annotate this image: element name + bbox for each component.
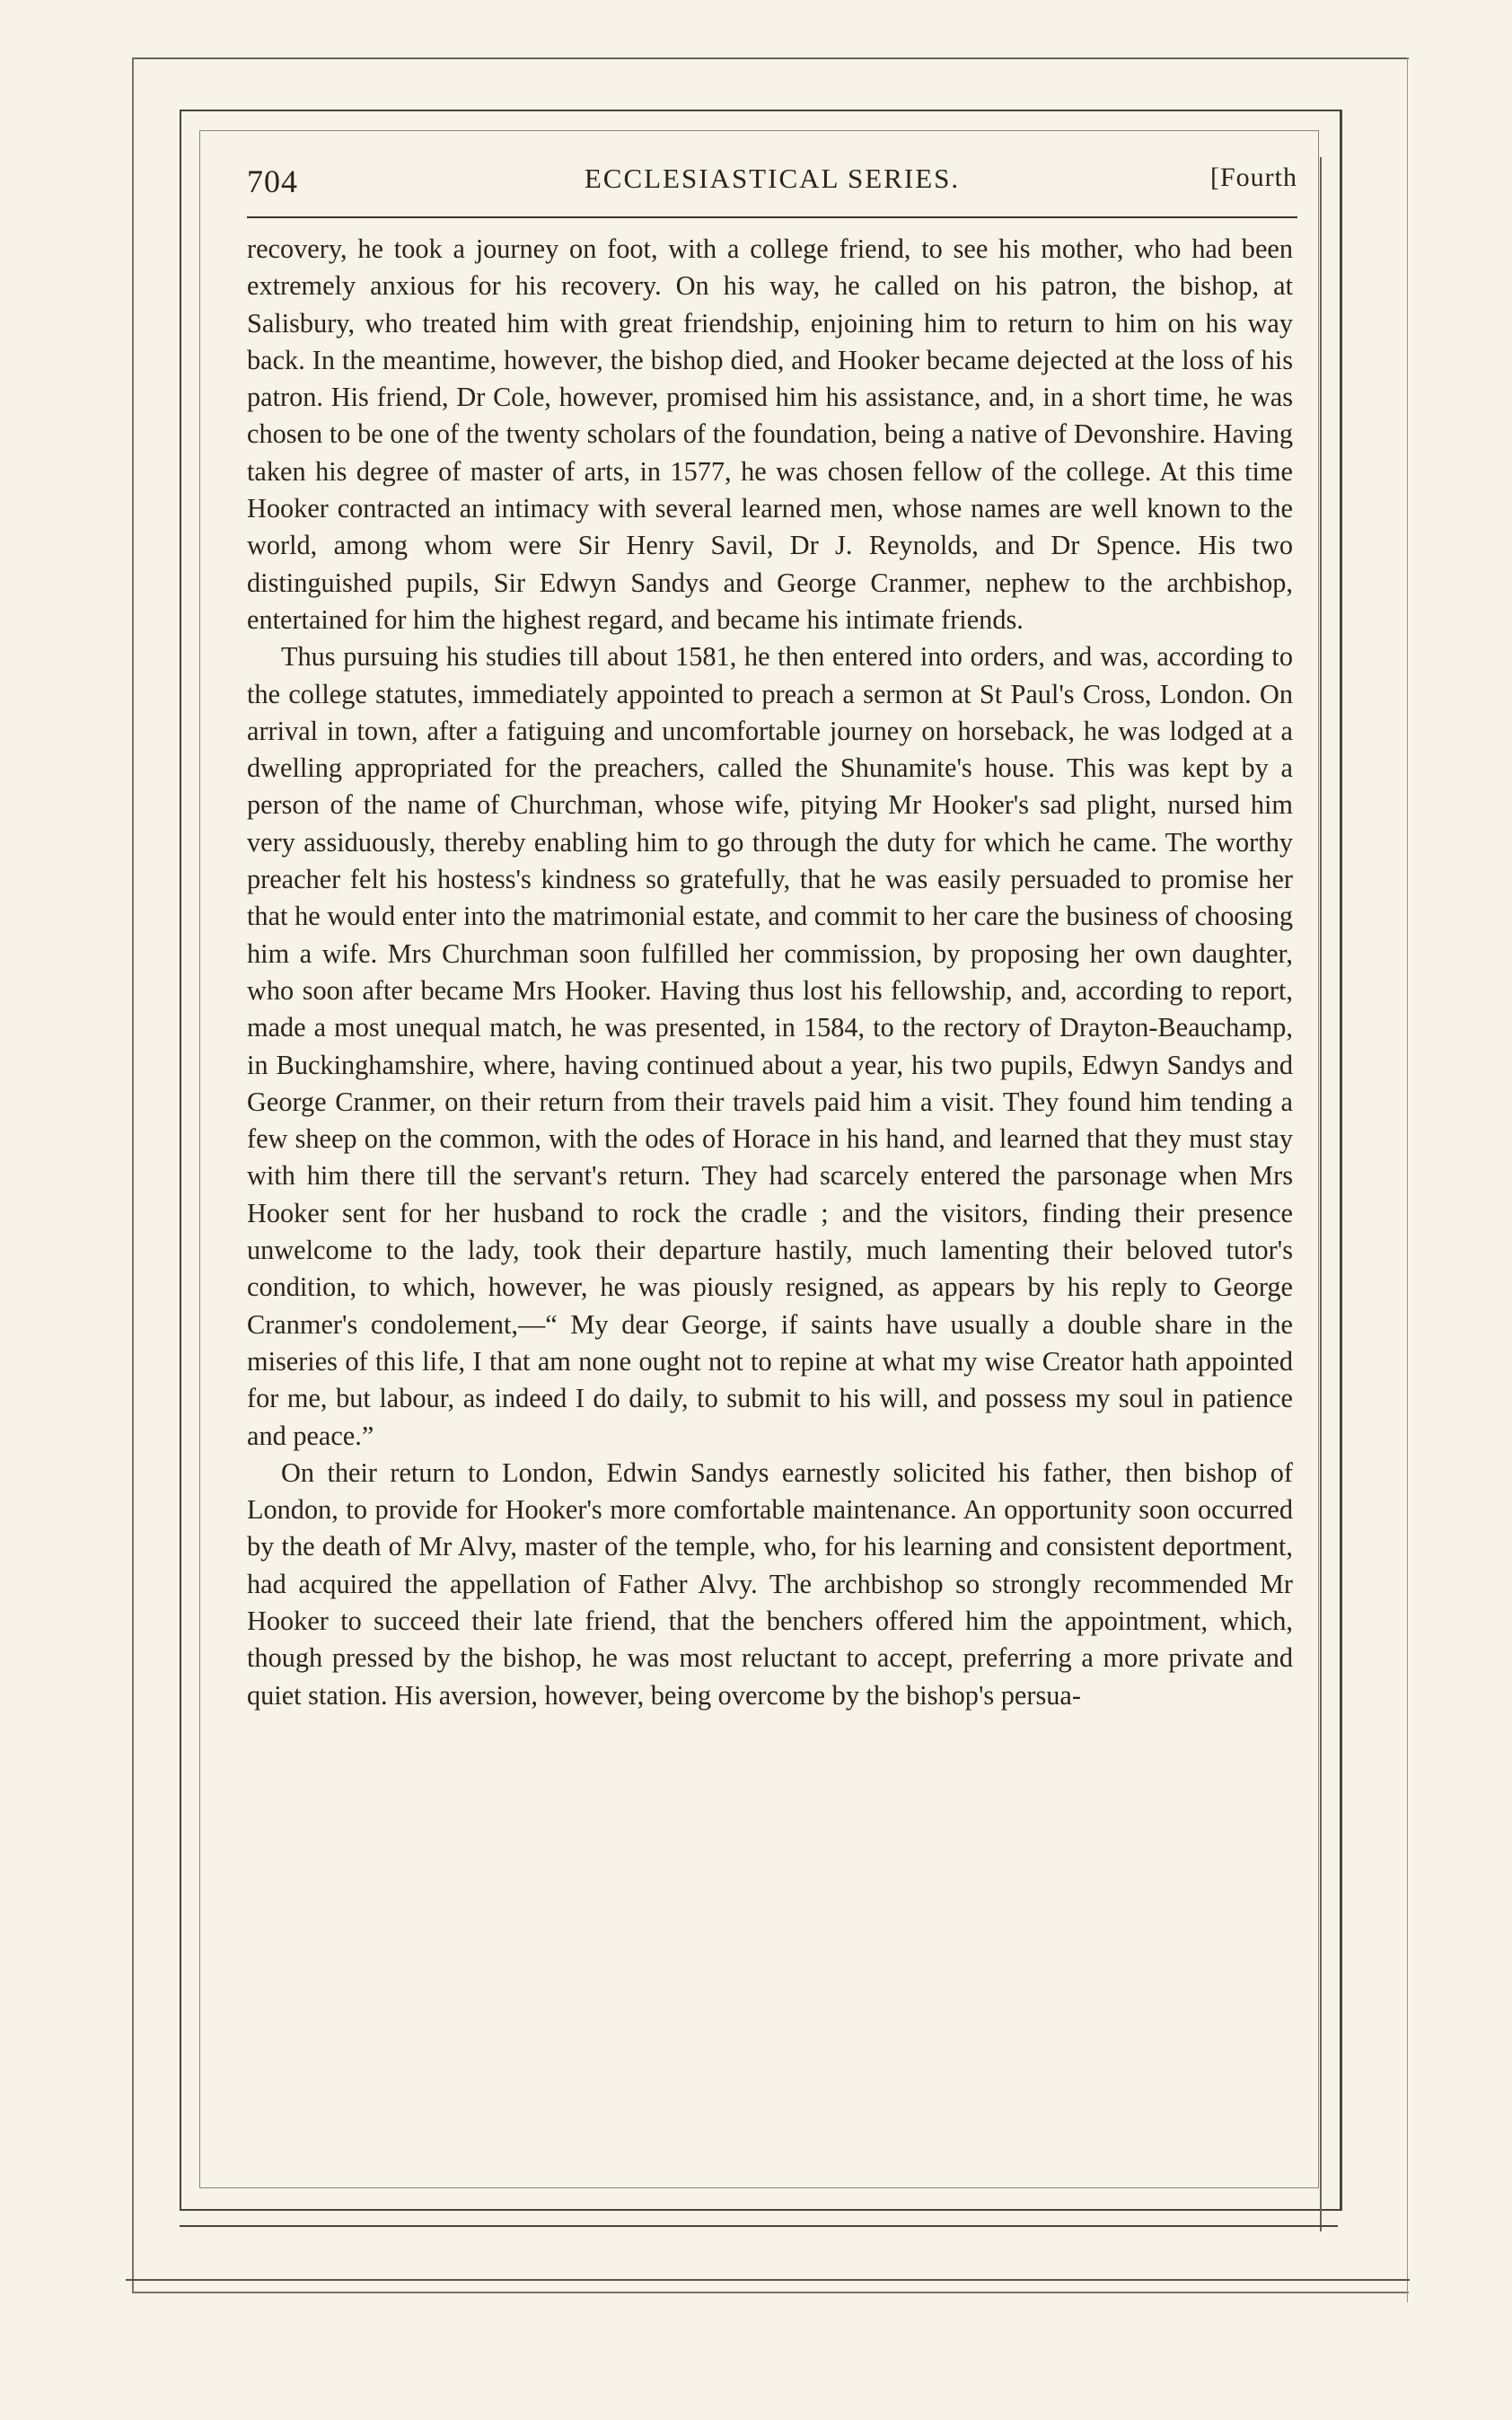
body-text	[247, 231, 1293, 1714]
right-edge-rule	[1407, 57, 1408, 2302]
paragraph-2: Thus pursuing his studies till about 1581, he then entered into orders, and was, according to the college statutes, immediately appointed to preach a sermon at St Paul's Cross, London. On arrival in town, after a fatiguing and uncomfortable journey on horseback, he was lodged at a dwelling appropriated for the preachers, called the Shunamite's house. This was kept by a person of the name of Churchman, whose wife, pitying Mr Hooker's sad plight, nursed him very assiduously, thereby enabling him to go through the duty for which he came. The worthy preacher felt his hostess's kindness so gratefully, that he was easily persuaded to promise her that he would enter into the matrimonial estate, and commit to her care the business of choosing him a wife. Mrs Churchman soon fulfilled her commission, by proposing her own daughter, who soon after became Mrs Hooker. Having thus lost his fellowship, and, according to report, made a most unequal match, he was presented, in 1584, to the rectory of Drayton-Beauchamp, in Buckinghamshire, where, having continued about a year, his two pupils, Edwyn Sandys and George Cranmer, on their return from their travels paid him a visit. They found him tending a few sheep on the common, with the odes of Horace in his hand, and learned that they must stay with him there till the servant's return. They had scarcely entered the parsonage when Mrs Hooker sent for her husband to rock the cradle ; and the visitors, finding their presence unwelcome to the lady, took their departure hastily, much lamenting their beloved tutor's condition, to which, however, he was piously resigned, as appears by his reply to George Cranmer's condolement,—“ My dear George, if saints have usually a double share in the miseries of this life, I that am none ought not to repine at what my wise Creator hath appointed for me, but labour, as indeed I do daily, to submit to his will, and possess my soul in patience and peace.”	[247, 641, 1293, 1451]
page-number: 704	[247, 163, 298, 199]
running-header	[247, 163, 1297, 207]
header-rule	[247, 216, 1297, 218]
text-box-right-rule	[1320, 157, 1322, 2231]
section-label: [Fourth	[1210, 163, 1297, 192]
text-box-bottom-rule	[180, 2225, 1338, 2227]
running-title: ECCLESIASTICAL SERIES.	[584, 163, 961, 194]
paragraph-3: On their return to London, Edwin Sandys earnestly solicited his father, then bishop of London, to provide for Hooker's more comfortable maintenance. An opportunity soon occurred by the death of Mr Alvy, master of the temple, who, for his learning and consistent deportment, had acquired the appellation of Father Alvy. The archbishop so strongly recommended Mr Hooker to succeed their late friend, that the benchers offered him the appointment, which, though pressed by the bishop, he was most reluctant to accept, preferring a more private and quiet station. His aversion, however, being overcome by the bishop's persua-	[247, 1456, 1293, 1711]
paragraph-1: recovery, he took a journey on foot, with a college friend, to see his mother, who had been extremely anxious for his recovery. On his way, he called on his patron, the bishop, at Salisbury, who treated him with great friendship, enjoining him to return to him on his way back. In the meantime, however, the bishop died, and Hooker became dejected at the loss of his patron. His friend, Dr Cole, however, promised him his assistance, and, in a short time, he was chosen to be one of the twenty scholars of the foundation, being a native of Devonshire. Having taken his degree of master of arts, in 1577, he was chosen fellow of the college. At this time Hooker contracted an intimacy with several learned men, whose names are well known to the world, among whom were Sir Henry Savil, Dr J. Reynolds, and Dr Spence. His two distinguished pupils, Sir Edwyn Sandys and George Cranmer, nephew to the archbishop, entertained for him the highest regard, and became his intimate friends.	[247, 233, 1293, 635]
bottom-edge-rule	[126, 2279, 1410, 2281]
